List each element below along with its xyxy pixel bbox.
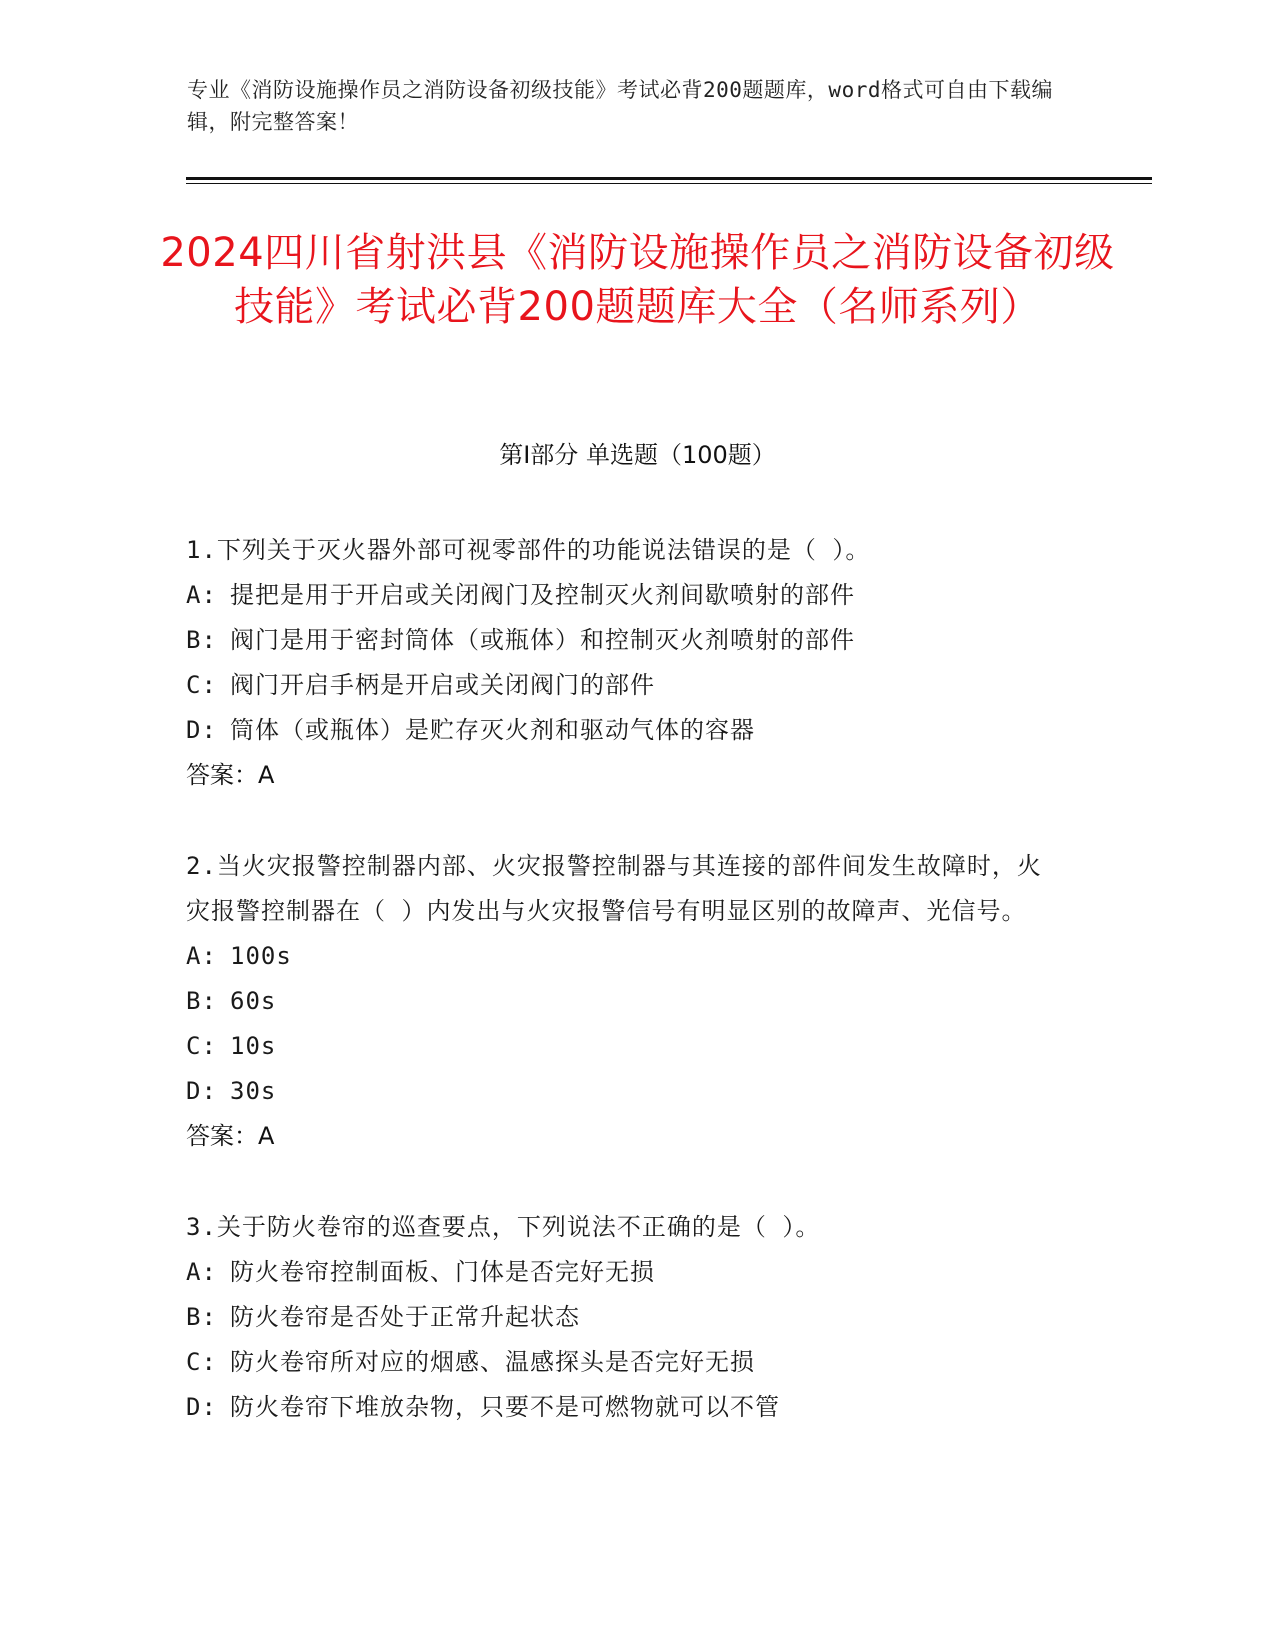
option-text: 提把是用于开启或关闭阀门及控制灭火剂间歇喷射的部件 xyxy=(230,581,855,609)
document-title: 2024四川省射洪县《消防设施操作员之消防设备初级技能》考试必背200题题库大全（名师系列） xyxy=(160,230,1115,330)
question-list xyxy=(186,528,1066,1476)
option-text: 10s xyxy=(230,1032,277,1060)
option-text: 阀门开启手柄是开启或关闭阀门的部件 xyxy=(230,671,655,699)
option-c xyxy=(186,1024,1066,1069)
option-b xyxy=(186,618,1066,663)
header-rule-thick xyxy=(186,177,1152,180)
answer: 答案：A xyxy=(186,1122,275,1150)
option-key: D: xyxy=(186,1077,217,1105)
option-a xyxy=(186,1250,1066,1295)
option-a xyxy=(186,934,1066,979)
option-key: C: xyxy=(186,1348,217,1376)
option-key: A: xyxy=(186,1258,217,1286)
option-key: C: xyxy=(186,1032,217,1060)
question-stem: 2.当火灾报警控制器内部、火灾报警控制器与其连接的部件间发生故障时，火灾报警控制器在（ ）内发出与火灾报警信号有明显区别的故障声、光信号。 xyxy=(186,852,1042,925)
option-key: B: xyxy=(186,626,217,654)
question-stem: 1.下列关于灭火器外部可视零部件的功能说法错误的是（ ）。 xyxy=(186,536,871,564)
option-d xyxy=(186,708,1066,753)
option-key: D: xyxy=(186,716,217,744)
option-c xyxy=(186,1340,1066,1385)
option-text: 阀门是用于密封筒体（或瓶体）和控制灭火剂喷射的部件 xyxy=(230,626,855,654)
option-text: 防火卷帘控制面板、门体是否完好无损 xyxy=(230,1258,655,1286)
question-1 xyxy=(186,528,1066,798)
option-key: A: xyxy=(186,942,217,970)
question-3 xyxy=(186,1205,1066,1430)
option-text: 筒体（或瓶体）是贮存灭火剂和驱动气体的容器 xyxy=(230,716,755,744)
question-stem: 3.关于防火卷帘的巡查要点，下列说法不正确的是（ ）。 xyxy=(186,1213,821,1241)
option-d xyxy=(186,1385,1066,1430)
option-key: B: xyxy=(186,987,217,1015)
option-b xyxy=(186,979,1066,1024)
section-title: 第Ⅰ部分 单选题（100题） xyxy=(499,441,776,469)
option-text: 30s xyxy=(230,1077,277,1105)
option-b xyxy=(186,1295,1066,1340)
option-key: D: xyxy=(186,1393,217,1421)
option-key: A: xyxy=(186,581,217,609)
answer: 答案：A xyxy=(186,761,275,789)
header-rule-thin xyxy=(186,183,1152,184)
header-note: 专业《消防设施操作员之消防设备初级技能》考试必背200题题库，word格式可自由下载编辑，附完整答案！ xyxy=(187,78,1053,134)
option-c xyxy=(186,663,1066,708)
option-text: 防火卷帘是否处于正常升起状态 xyxy=(230,1303,580,1331)
option-d xyxy=(186,1069,1066,1114)
question-2 xyxy=(186,844,1066,1159)
option-text: 防火卷帘下堆放杂物，只要不是可燃物就可以不管 xyxy=(230,1393,780,1421)
option-text: 60s xyxy=(230,987,277,1015)
option-text: 防火卷帘所对应的烟感、温感探头是否完好无损 xyxy=(230,1348,755,1376)
option-text: 100s xyxy=(230,942,292,970)
option-a xyxy=(186,573,1066,618)
option-key: B: xyxy=(186,1303,217,1331)
option-key: C: xyxy=(186,671,217,699)
